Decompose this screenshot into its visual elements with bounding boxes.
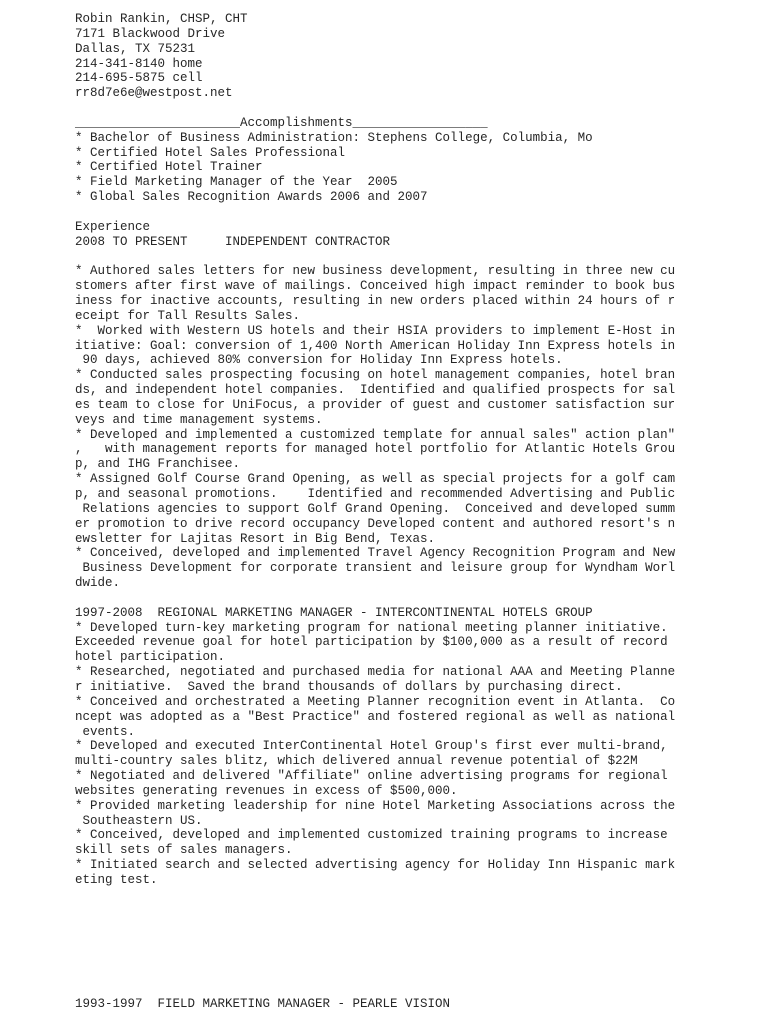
job-description-regional-marketing-manager	[75, 621, 755, 888]
job-description-line: * Developed turn-key marketing program for national meeting planner initiative.	[75, 620, 668, 635]
job-description-line: 90 days, achieved 80% conversion for Holiday Inn Express hotels.	[75, 353, 563, 368]
job-title-regional-marketing-manager: 1997-2008 REGIONAL MARKETING MANAGER - INTERCONTINENTAL HOTELS GROUP	[75, 605, 593, 620]
job-description-line: stomers after first wave of mailings. Conceived high impact reminder to book bus	[75, 279, 676, 294]
job-description-line: p, and seasonal promotions. Identified and recommended Advertising and Public	[75, 487, 676, 501]
job-description-line: * Assigned Golf Course Grand Opening, as well as special projects for a golf cam	[75, 472, 676, 487]
accomplishment-item: * Certified Hotel Sales Professional	[75, 145, 346, 160]
job-description-line: * Provided marketing leadership for nine Hotel Marketing Associations across the	[75, 798, 676, 813]
job-description-line: , with management reports for managed hotel portfolio for Atlantic Hotels Grou	[75, 442, 676, 457]
job-description-line: ds, and independent hotel companies. Identified and qualified prospects for sal	[75, 383, 676, 398]
experience-heading: Experience	[75, 219, 151, 234]
job-description-line: Southeastern US.	[75, 813, 203, 828]
contact-phone-cell: 214-695-5875 cell	[75, 71, 203, 86]
job-description-line: er promotion to drive record occupancy Developed content and authored resort's n	[75, 516, 676, 531]
job-description-line: Relations agencies to support Golf Grand Opening. Conceived and developed summ	[75, 501, 676, 516]
accomplishment-item: * Field Marketing Manager of the Year 2005	[75, 175, 398, 190]
resume-document	[75, 12, 755, 1012]
job-description-independent-contractor	[75, 264, 755, 591]
job-description-line: * Researched, negotiated and purchased media for national AAA and Meeting Planne	[75, 665, 676, 680]
job-description-line: events.	[75, 724, 136, 739]
job-description-line: p, and IHG Franchisee.	[75, 457, 241, 472]
job-description-line: * Conceived, developed and implemented Travel Agency Recognition Program and New	[75, 546, 676, 561]
contact-block	[75, 12, 755, 101]
accomplishment-item: * Global Sales Recognition Awards 2006 and 2007	[75, 190, 428, 205]
job-description-line: Business Development for corporate transient and leisure group for Wyndham Worl	[75, 561, 676, 576]
job-description-line: ewsletter for Lajitas Resort in Big Bend, Texas.	[75, 531, 436, 546]
job-description-line: r initiative. Saved the brand thousands of dollars by purchasing direct.	[75, 679, 623, 694]
job-title-independent-contractor: 2008 TO PRESENT INDEPENDENT CONTRACTOR	[75, 234, 391, 249]
accomplishment-item: * Certified Hotel Trainer	[75, 160, 263, 175]
job-description-line: * Worked with Western US hotels and their HSIA providers to implement E-Host in	[75, 323, 676, 338]
job-description-line: es team to close for UniFocus, a provider of guest and customer satisfaction sur	[75, 397, 676, 412]
job-description-line: * Conducted sales prospecting focusing on hotel management companies, hotel bran	[75, 368, 676, 383]
job-description-line: itiative: Goal: conversion of 1,400 North American Holiday Inn Express hotels in	[75, 338, 676, 353]
job-description-line: skill sets of sales managers.	[75, 843, 293, 858]
job-title-field-marketing-manager: 1993-1997 FIELD MARKETING MANAGER - PEARLE VISION	[75, 996, 451, 1011]
job-description-line: veys and time management systems.	[75, 412, 323, 427]
accomplishment-item: * Bachelor of Business Administration: Stephens College, Columbia, Mo	[75, 130, 593, 145]
job-description-line: iness for inactive accounts, resulting in new orders placed within 24 hours of r	[75, 294, 676, 309]
accomplishments-heading: ______________________Accomplishments__________________	[75, 115, 488, 130]
accomplishments-section	[75, 116, 755, 205]
job-description-line: * Conceived and orchestrated a Meeting Planner recognition event in Atlanta. Co	[75, 694, 676, 709]
job-description-line: dwide.	[75, 576, 121, 591]
job-description-line: * Conceived, developed and implemented customized training programs to increase	[75, 828, 668, 843]
job-description-line: hotel participation.	[75, 650, 226, 665]
job-description-line: websites generating revenues in excess of $500,000.	[75, 783, 458, 798]
contact-name: Robin Rankin, CHSP, CHT	[75, 12, 248, 26]
job-description-line: multi-country sales blitz, which delivered annual revenue potential of $22M	[75, 754, 638, 769]
job-description-line: eting test.	[75, 872, 158, 887]
job-description-line: ncept was adopted as a "Best Practice" and fostered regional as well as national	[75, 709, 676, 724]
contact-address-line-1: 7171 Blackwood Drive	[75, 26, 226, 41]
job-description-line: eceipt for Tall Results Sales.	[75, 308, 301, 323]
contact-address-line-2: Dallas, TX 75231	[75, 41, 196, 56]
job-description-line: Exceeded revenue goal for hotel participation by $100,000 as a result of record	[75, 635, 668, 650]
job-description-line: * Negotiated and delivered "Affiliate" online advertising programs for regional	[75, 769, 668, 784]
experience-section	[75, 220, 755, 1012]
job-description-line: * Initiated search and selected advertising agency for Holiday Inn Hispanic mark	[75, 858, 676, 873]
job-description-line: * Developed and implemented a customized template for annual sales" action plan"	[75, 427, 676, 442]
job-description-line: * Developed and executed InterContinental Hotel Group's first ever multi-brand,	[75, 739, 668, 754]
job-description-line: * Authored sales letters for new business development, resulting in three new cu	[75, 264, 676, 279]
contact-phone-home: 214-341-8140 home	[75, 56, 203, 71]
contact-email: rr8d7e6e@westpost.net	[75, 86, 233, 101]
